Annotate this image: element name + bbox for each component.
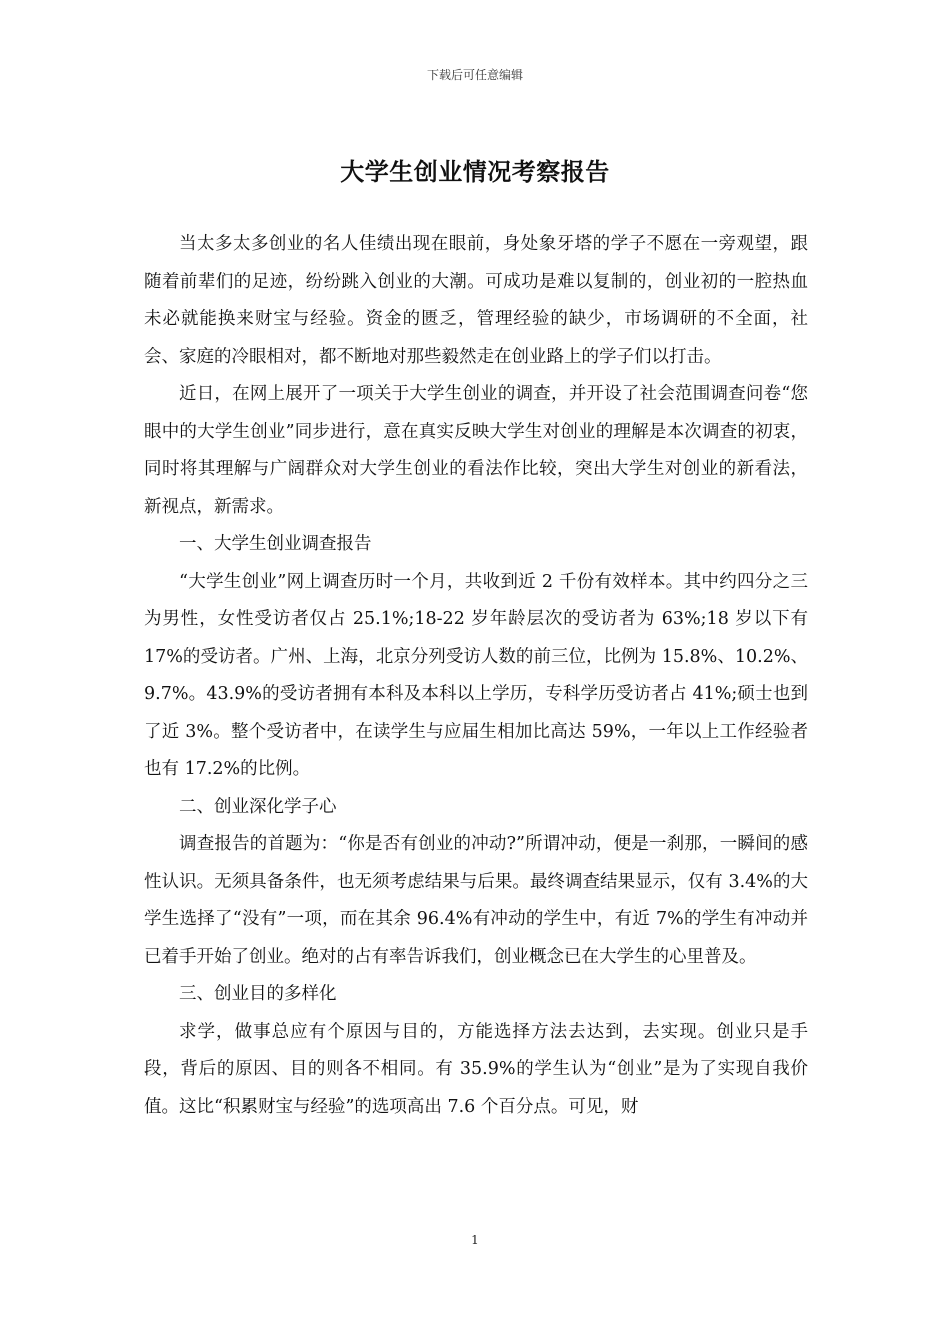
paragraph-impulse: 调查报告的首题为：“你是否有创业的冲动?”所谓冲动，便是一刹那，一瞬间的感性认识。无须具备条件，也无须考虑结果与后果。最终调查结果显示，仅有 3.4%的大学生选择了“没有”一项，而在其余 96.4%有冲动的学生中，有近 7%的学生有冲动并已着手开始了创业。绝对的占有率告诉我们，创业概念已在大学生的心里普及。 — [144, 834, 808, 967]
paragraph-survey-stats: “大学生创业”网上调查历时一个月，共收到近 2 千份有效样本。其中约四分之三为男性，女性受访者仅占 25.1%;18-22 岁年龄层次的受访者为 63%;18 岁以下有 17%的受访者。广州、上海，北京分列受访人数的前三位，比例为 15.8%、10.2%、9.7%。43.9%的受访者拥有本科及本科以上学历，专科学历受访者占 41%;硕士也到了近 3%。整个受访者中，在读学生与应届生相加比高达 59%，一年以上工作经验者也有 17.2%的比例。 — [144, 571, 808, 779]
document-body — [144, 226, 808, 1126]
document-title: 大学生创业情况考察报告 — [340, 158, 610, 186]
section-heading-1: 一、大学生创业调查报告 — [179, 534, 372, 554]
section-heading-2: 二、创业深化学子心 — [179, 796, 337, 817]
section-heading-3: 三、创业目的多样化 — [179, 984, 337, 1004]
paragraph-purpose: 求学，做事总应有个原因与目的，方能选择方法去达到，去实现。创业只是手段，背后的原因、目的则各不相同。有 35.9%的学生认为“创业”是为了实现自我价值。这比“积累财宝与经验”的选项高出 7.6 个百分点。可见，财 — [144, 1021, 808, 1117]
header-note: 下载后可任意编辑 — [426, 68, 523, 82]
paragraph-intro: 当太多太多创业的名人佳绩出现在眼前，身处象牙塔的学子不愿在一旁观望，跟随着前辈们的足迹，纷纷跳入创业的大潮。可成功是难以复制的，创业初的一腔热血未必就能换来财宝与经验。资金的匮乏，管理经验的缺少，市场调研的不全面，社会、家庭的冷眼相对，都不断地对那些毅然走在创业路上的学子们以打击。 — [144, 234, 808, 367]
page-number: 1 — [471, 1233, 479, 1247]
paragraph-survey-intro: 近日，在网上展开了一项关于大学生创业的调查，并开设了社会范围调查问卷“您眼中的大学生创业”同步进行，意在真实反映大学生对创业的理解是本次调查的初衷，同时将其理解与广阔群众对大学生创业的看法作比较，突出大学生对创业的新看法，新视点，新需求。 — [144, 384, 808, 517]
